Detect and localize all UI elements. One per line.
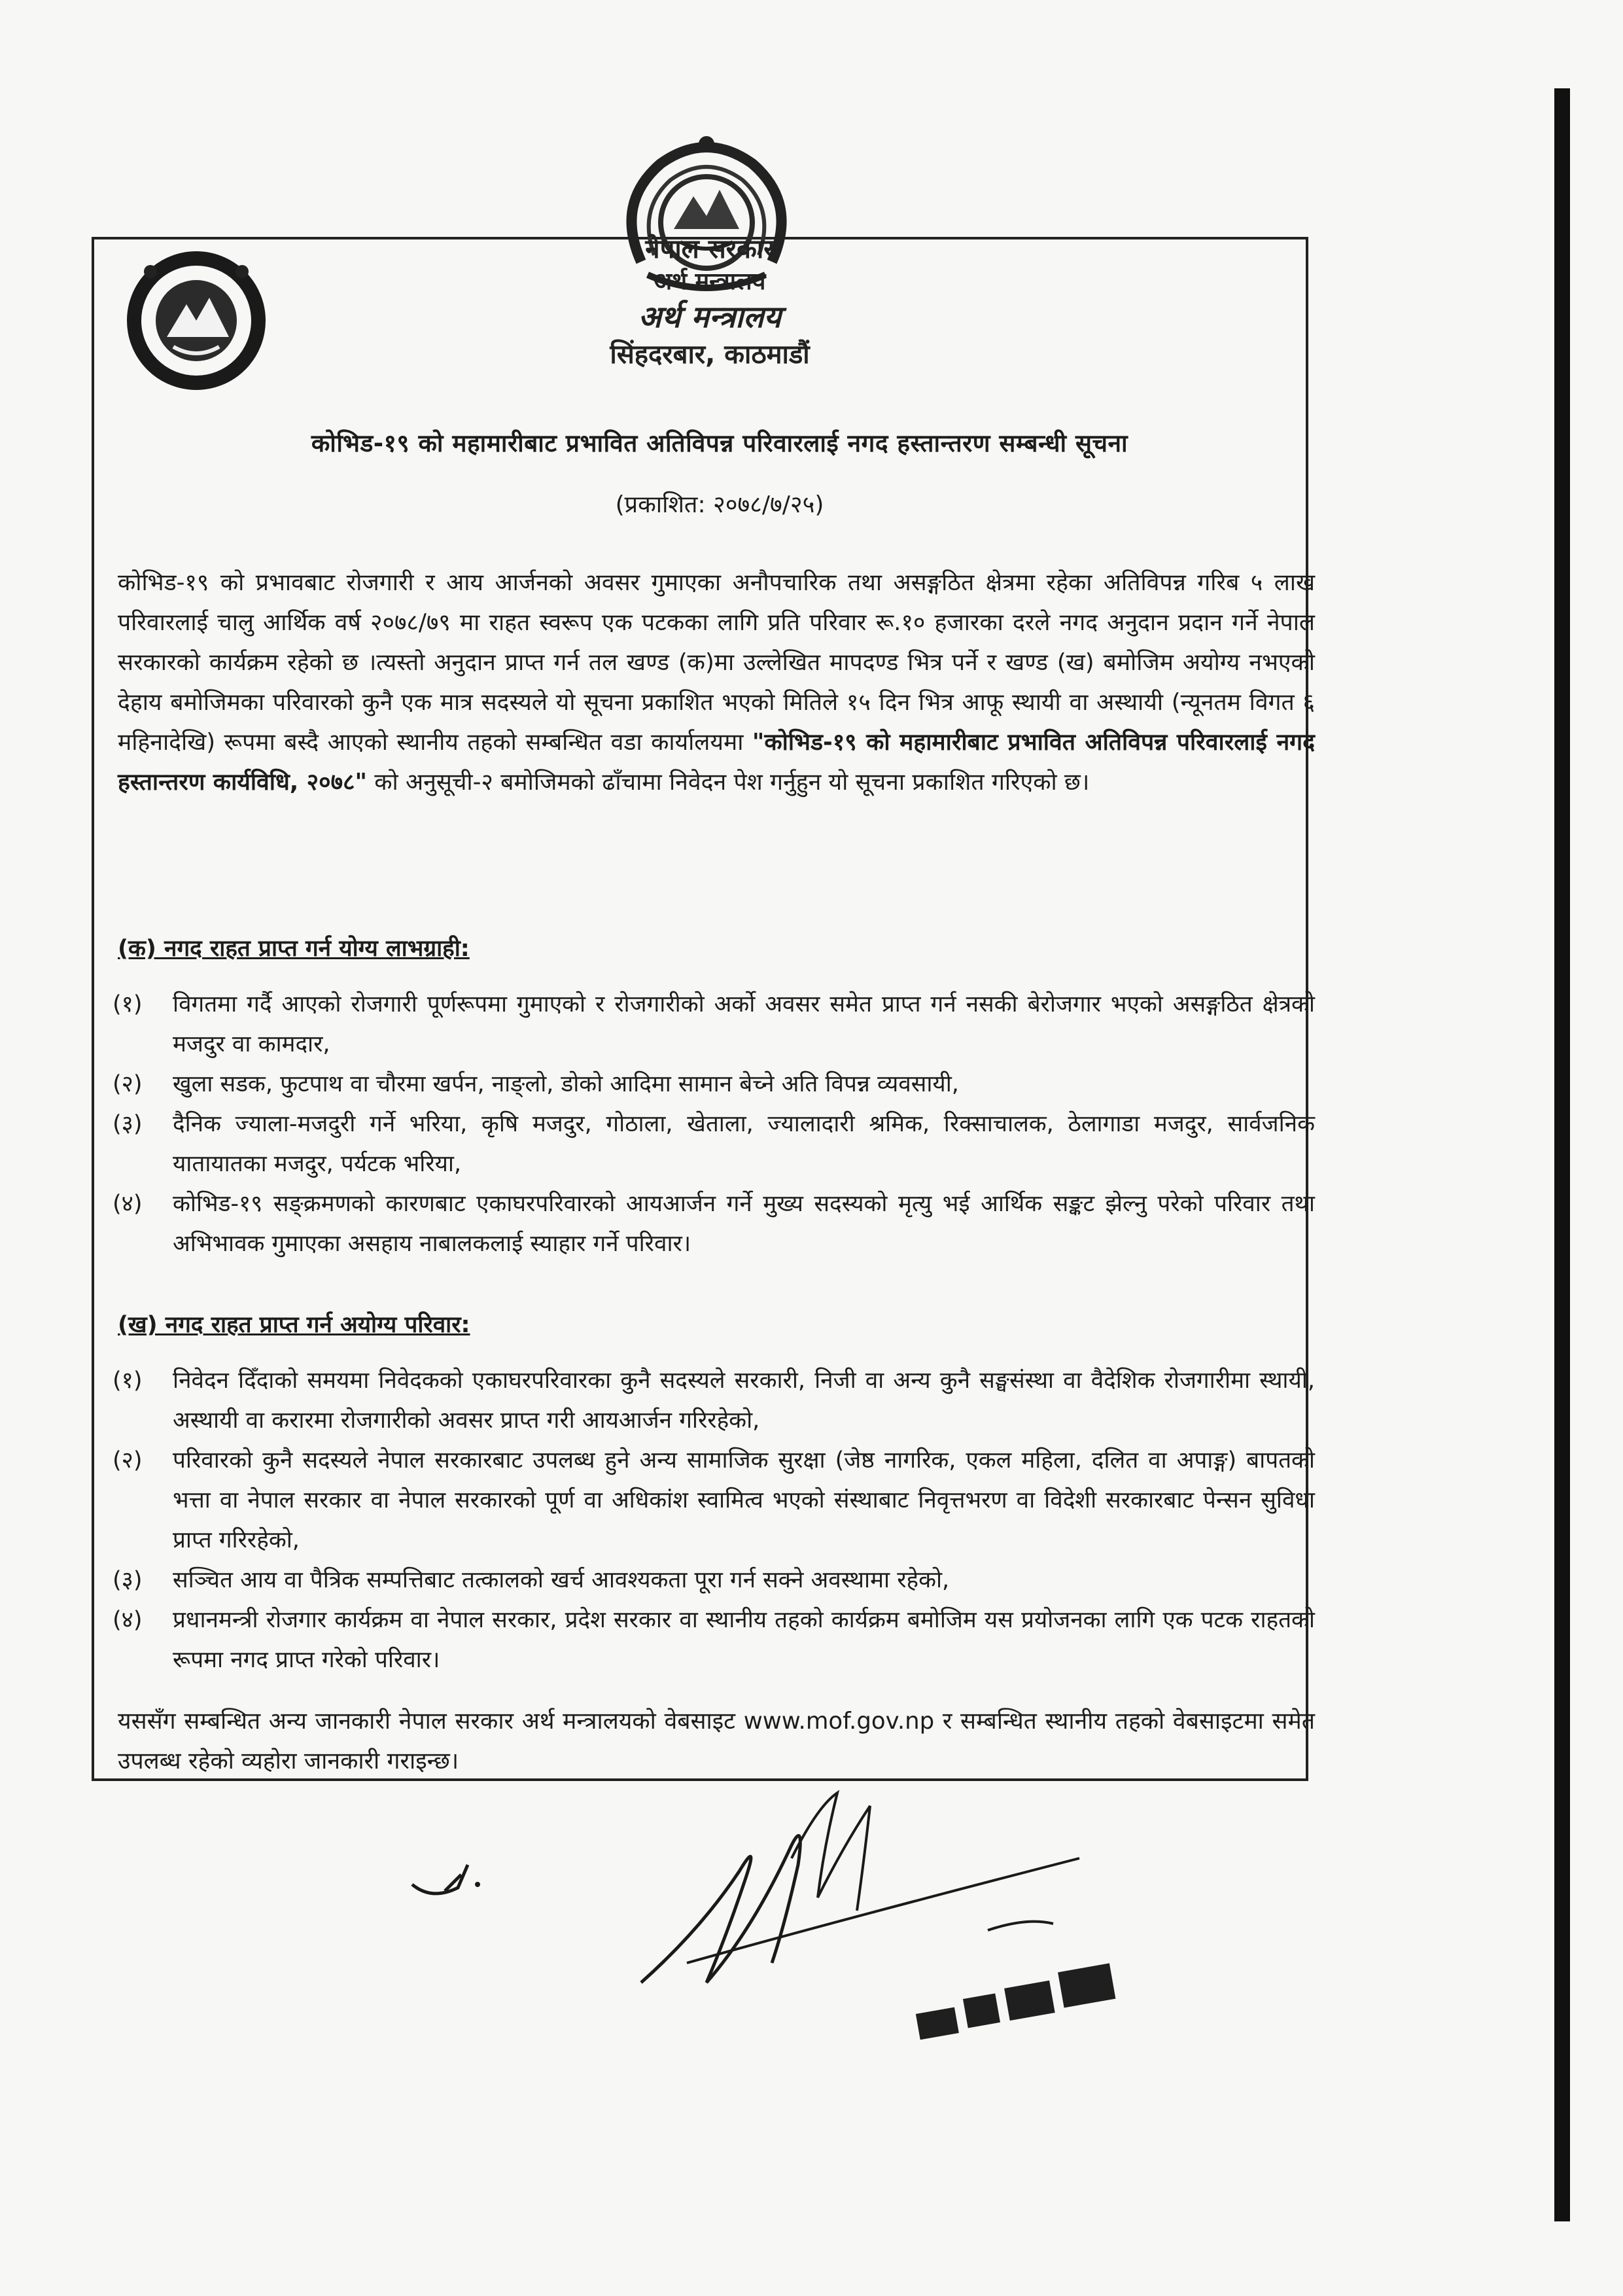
intro-procedure-name: "कोभिड-१९ को महामारीबाट प्रभावित अतिविपन्न परिवारलाई नगद हस्तान्तरण कार्यविधि, २०७८" <box>118 729 1315 796</box>
list-item <box>113 1361 1315 1441</box>
item-text: दैनिक ज्याला-मजदुरी गर्ने भरिया, कृषि मजदुर, गोठाला, खेताला, ज्यालादारी श्रमिक, रिक्साचालक, ठेलागाडा मजदुर, सार्वजनिक यातायातका मजदुर, पर्यटक भरिया, <box>173 1111 1315 1177</box>
list-item <box>113 1441 1315 1561</box>
ministry-name: अर्थ मन्त्रालय <box>638 299 782 334</box>
government-name: नेपाल सरकार <box>645 234 775 264</box>
scan-edge-bar <box>1554 88 1570 2221</box>
published-date: (प्रकाशित: २०७८/७/२५) <box>615 491 824 518</box>
list-item <box>113 1065 1315 1104</box>
list-item <box>113 1184 1315 1264</box>
item-number: (४) <box>113 1607 143 1633</box>
section-a-list <box>113 985 1315 1264</box>
item-number: (२) <box>113 1447 143 1474</box>
left-emblem-icon <box>111 245 281 396</box>
official-stamp-icon <box>903 1956 1138 2055</box>
section-a-title: (क) नगद राहत प्राप्त गर्न योग्य लाभग्राही: <box>118 936 470 962</box>
item-number: (२) <box>113 1071 143 1097</box>
item-text: निवेदन दिँदाको समयमा निवेदकको एकाघरपरिवारका कुनै सदस्यले सरकारी, निजी वा अन्य कुनै सङ्घसंस्था वा वैदेशिक रोजगारीमा स्थायी, अस्थायी वा करारमा रोजगारीको अवसर प्राप्त गरी आयआर्जन गरिरहेको, <box>173 1368 1315 1434</box>
section-b-title: (ख) नगद राहत प्राप्त गर्न अयोग्य परिवार: <box>118 1312 470 1338</box>
initials-mark-icon <box>406 1839 510 1917</box>
intro-text-part2: को अनुसूची-२ बमोजिमको ढाँचामा निवेदन पेश गर्नुहुन यो सूचना प्रकाशित गरिएको छ। <box>367 769 1090 796</box>
item-number: (४) <box>113 1191 143 1217</box>
list-item <box>113 1104 1315 1184</box>
item-number: (३) <box>113 1111 143 1137</box>
list-item <box>113 1600 1315 1680</box>
ministry-header <box>592 232 828 371</box>
item-number: (३) <box>113 1567 143 1593</box>
closing-paragraph: यससँग सम्बन्धित अन्य जानकारी नेपाल सरकार अर्थ मन्त्रालयको वेबसाइट www.mof.gov.np र सम्बन्धित स्थानीय तहको वेबसाइटमा समेत उपलब्ध रहेको व्यहोरा जानकारी गराइन्छ। <box>118 1708 1315 1775</box>
section-b-list <box>113 1361 1315 1680</box>
intro-paragraph <box>118 563 1315 802</box>
item-number: (१) <box>113 1368 143 1394</box>
ministry-name-small: अर्थ मन्त्रालय <box>654 268 766 295</box>
list-item <box>113 985 1315 1065</box>
notice-title: कोभिड-१९ को महामारीबाट प्रभावित अतिविपन्न परिवारलाई नगद हस्तान्तरण सम्बन्धी सूचना <box>311 429 1128 457</box>
list-item <box>113 1561 1315 1600</box>
item-text: विगतमा गर्दै आएको रोजगारी पूर्णरूपमा गुमाएको र रोजगारीको अर्को अवसर समेत प्राप्त गर्न नसकी बेरोजगार भएको असङ्गठित क्षेत्रको मजदुर वा कामदार, <box>173 991 1316 1057</box>
item-text: परिवारको कुनै सदस्यले नेपाल सरकारबाट उपलब्ध हुने अन्य सामाजिक सुरक्षा (जेष्ठ नागरिक, एकल महिला, दलित वा अपाङ्ग) बापतको भत्ता वा नेपाल सरकार वा नेपाल सरकारको पूर्ण वा अधिकांश स्वामित्व भएको संस्थाबाट निवृत्तभरण वा विदेशी सरकारबाट पेन्सन सुविधा प्राप्त गरिरहेको, <box>173 1447 1316 1553</box>
item-number: (१) <box>113 991 143 1017</box>
item-text: प्रधानमन्त्री रोजगार कार्यक्रम वा नेपाल सरकार, प्रदेश सरकार वा स्थानीय तहको कार्यक्रम बमोजिम यस प्रयोजनका लागि एक पटक राहतको रूपमा नगद प्राप्त गरेको परिवार। <box>173 1607 1315 1673</box>
ministry-address: सिंहदरबार, काठमाडौं <box>610 340 810 370</box>
item-text: सञ्चित आय वा पैत्रिक सम्पत्तिबाट तत्कालको खर्च आवश्यकता पूरा गर्न सक्ने अवस्थामा रहेको, <box>173 1567 950 1593</box>
item-text: कोभिड-१९ सङ्क्रमणको कारणबाट एकाघरपरिवारको आयआर्जन गर्ने मुख्य सदस्यको मृत्यु भई आर्थिक सङ्कट झेल्नु परेको परिवार तथा अभिभावक गुमाएका असहाय नाबालकलाई स्याहार गर्ने परिवार। <box>173 1191 1315 1257</box>
item-text: खुला सडक, फुटपाथ वा चौरमा खर्पन, नाङ्लो, डोको आदिमा सामान बेच्ने अति विपन्न व्यवसायी, <box>173 1071 959 1097</box>
intro-text-part1: कोभिड-१९ को प्रभावबाट रोजगारी र आय आर्जनको अवसर गुमाएका अनौपचारिक तथा असङ्गठित क्षेत्रमा रहेका अतिविपन्न गरिब ५ लाख परिवारलाई चालु आर्थिक वर्ष २०७८/७९ मा राहत स्वरूप एक पटकका लागि प्रति परिवार रू.१० हजारका दरले नगद अनुदान प्रदान गर्ने नेपाल सरकारको कार्यक्रम रहेको छ ।त्यस्तो अनुदान प्राप्त गर्न तल खण्ड (क)मा उल्लेखित मापदण्ड भित्र पर्ने र खण्ड (ख) बमोजिम अयोग्य नभएको देहाय बमोजिमका परिवारको कुनै एक मात्र सदस्यले यो सूचना प्रकाशित भएको मितिले १५ दिन भित्र आफू स्थायी वा अस्थायी (न्यूनतम विगत ६ महिनादेखि) रूपमा बस्दै आएको स्थानीय तहको सम्बन्धित वडा कार्यालयमा <box>118 569 1315 756</box>
